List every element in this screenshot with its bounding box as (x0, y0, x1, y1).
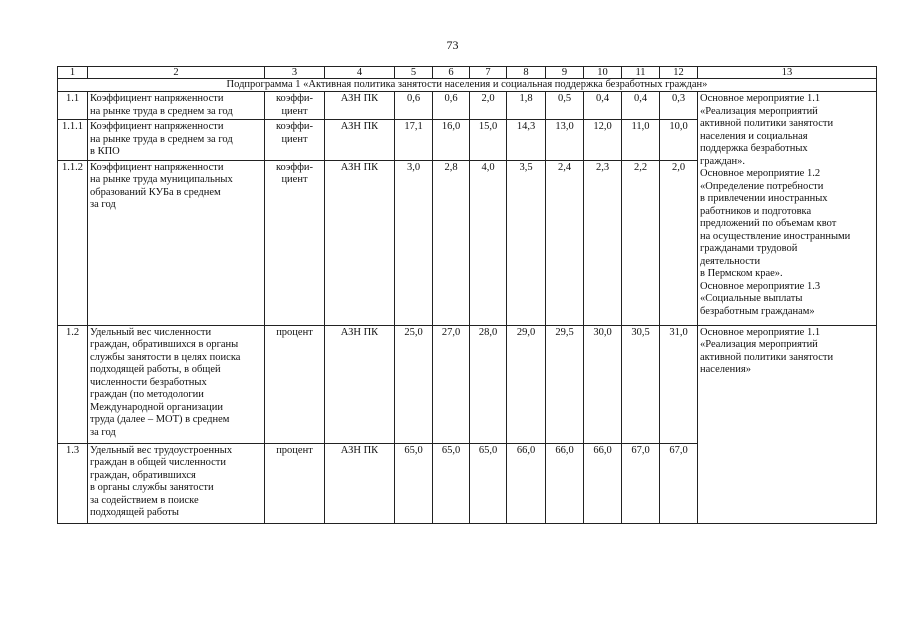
row-number: 1.1 (58, 92, 88, 120)
value-cell: 2,0 (660, 160, 698, 325)
column-number: 11 (622, 67, 660, 79)
row-number: 1.3 (58, 443, 88, 523)
indicators-table (57, 66, 877, 524)
column-number: 13 (698, 67, 877, 79)
unit-cell: процент (265, 325, 325, 443)
value-cell: 16,0 (433, 120, 470, 161)
column-number: 1 (58, 67, 88, 79)
value-cell: 30,0 (584, 325, 622, 443)
value-cell: 10,0 (660, 120, 698, 161)
executor-cell: АЗН ПК (325, 160, 395, 325)
subprogram-row (58, 79, 877, 92)
value-cell: 0,6 (433, 92, 470, 120)
column-number: 2 (88, 67, 265, 79)
row-number: 1.1.1 (58, 120, 88, 161)
value-cell: 27,0 (433, 325, 470, 443)
table-row (58, 325, 877, 443)
value-cell: 2,8 (433, 160, 470, 325)
indicator-name: Коэффициент напряженности на рынке труда муниципальных образований КУБа в среднем за год (88, 160, 265, 325)
value-cell: 1,8 (507, 92, 546, 120)
column-number: 5 (395, 67, 433, 79)
indicator-name: Удельный вес трудоустроенных граждан в общей численности граждан, обратившихся в органы службы занятости за содействием в поиске подходящей работы (88, 443, 265, 523)
value-cell: 2,2 (622, 160, 660, 325)
column-number: 7 (470, 67, 507, 79)
value-cell: 66,0 (584, 443, 622, 523)
value-cell: 4,0 (470, 160, 507, 325)
value-cell: 0,4 (622, 92, 660, 120)
table-row (58, 92, 877, 120)
value-cell: 14,3 (507, 120, 546, 161)
value-cell: 29,5 (546, 325, 584, 443)
value-cell: 2,3 (584, 160, 622, 325)
value-cell: 29,0 (507, 325, 546, 443)
column-number: 10 (584, 67, 622, 79)
subprogram-title: Подпрограмма 1 «Активная политика занятости населения и социальная поддержка безработных граждан» (58, 79, 877, 92)
unit-cell: коэффи- циент (265, 120, 325, 161)
value-cell: 31,0 (660, 325, 698, 443)
row-number: 1.2 (58, 325, 88, 443)
value-cell: 65,0 (433, 443, 470, 523)
value-cell: 67,0 (660, 443, 698, 523)
column-numbers-row (58, 67, 877, 79)
value-cell: 0,5 (546, 92, 584, 120)
value-cell: 28,0 (470, 325, 507, 443)
value-cell: 11,0 (622, 120, 660, 161)
value-cell: 2,4 (546, 160, 584, 325)
value-cell: 65,0 (470, 443, 507, 523)
column-number: 4 (325, 67, 395, 79)
unit-cell: коэффи- циент (265, 92, 325, 120)
executor-cell: АЗН ПК (325, 92, 395, 120)
executor-cell: АЗН ПК (325, 120, 395, 161)
measures-note: Основное мероприятие 1.1 «Реализация мероприятий активной политики занятости населения» (698, 325, 877, 523)
column-number: 9 (546, 67, 584, 79)
value-cell: 2,0 (470, 92, 507, 120)
value-cell: 15,0 (470, 120, 507, 161)
value-cell: 17,1 (395, 120, 433, 161)
page-number: 73 (446, 38, 459, 52)
column-number: 6 (433, 67, 470, 79)
column-number: 3 (265, 67, 325, 79)
value-cell: 12,0 (584, 120, 622, 161)
indicator-name: Коэффициент напряженности на рынке труда в среднем за год (88, 92, 265, 120)
value-cell: 0,6 (395, 92, 433, 120)
column-number: 12 (660, 67, 698, 79)
executor-cell: АЗН ПК (325, 325, 395, 443)
unit-cell: процент (265, 443, 325, 523)
unit-cell: коэффи- циент (265, 160, 325, 325)
value-cell: 25,0 (395, 325, 433, 443)
value-cell: 66,0 (507, 443, 546, 523)
executor-cell: АЗН ПК (325, 443, 395, 523)
indicator-name: Удельный вес численности граждан, обратившихся в органы службы занятости в целях поиска подходящей работы, в общей численности безработных граждан (по методологии Международной организации труда (далее – МОТ) в среднем за год (88, 325, 265, 443)
value-cell: 66,0 (546, 443, 584, 523)
indicator-name: Коэффициент напряженности на рынке труда в среднем за год в КПО (88, 120, 265, 161)
value-cell: 30,5 (622, 325, 660, 443)
value-cell: 13,0 (546, 120, 584, 161)
value-cell: 0,4 (584, 92, 622, 120)
value-cell: 67,0 (622, 443, 660, 523)
value-cell: 0,3 (660, 92, 698, 120)
row-number: 1.1.2 (58, 160, 88, 325)
column-number: 8 (507, 67, 546, 79)
value-cell: 3,5 (507, 160, 546, 325)
measures-note: Основное мероприятие 1.1 «Реализация мероприятий активной политики занятости населения и социальная поддержка безработных граждан». Основное мероприятие 1.2 «Определение потребности в привлечении иностранных работников и подготовка предложений по объемам квот на осуществление иностранными гражданами трудовой деятельности в Пермском крае». Основное мероприятие 1.3 «Социальные выплаты безработным гражданам» (698, 92, 877, 326)
value-cell: 3,0 (395, 160, 433, 325)
value-cell: 65,0 (395, 443, 433, 523)
